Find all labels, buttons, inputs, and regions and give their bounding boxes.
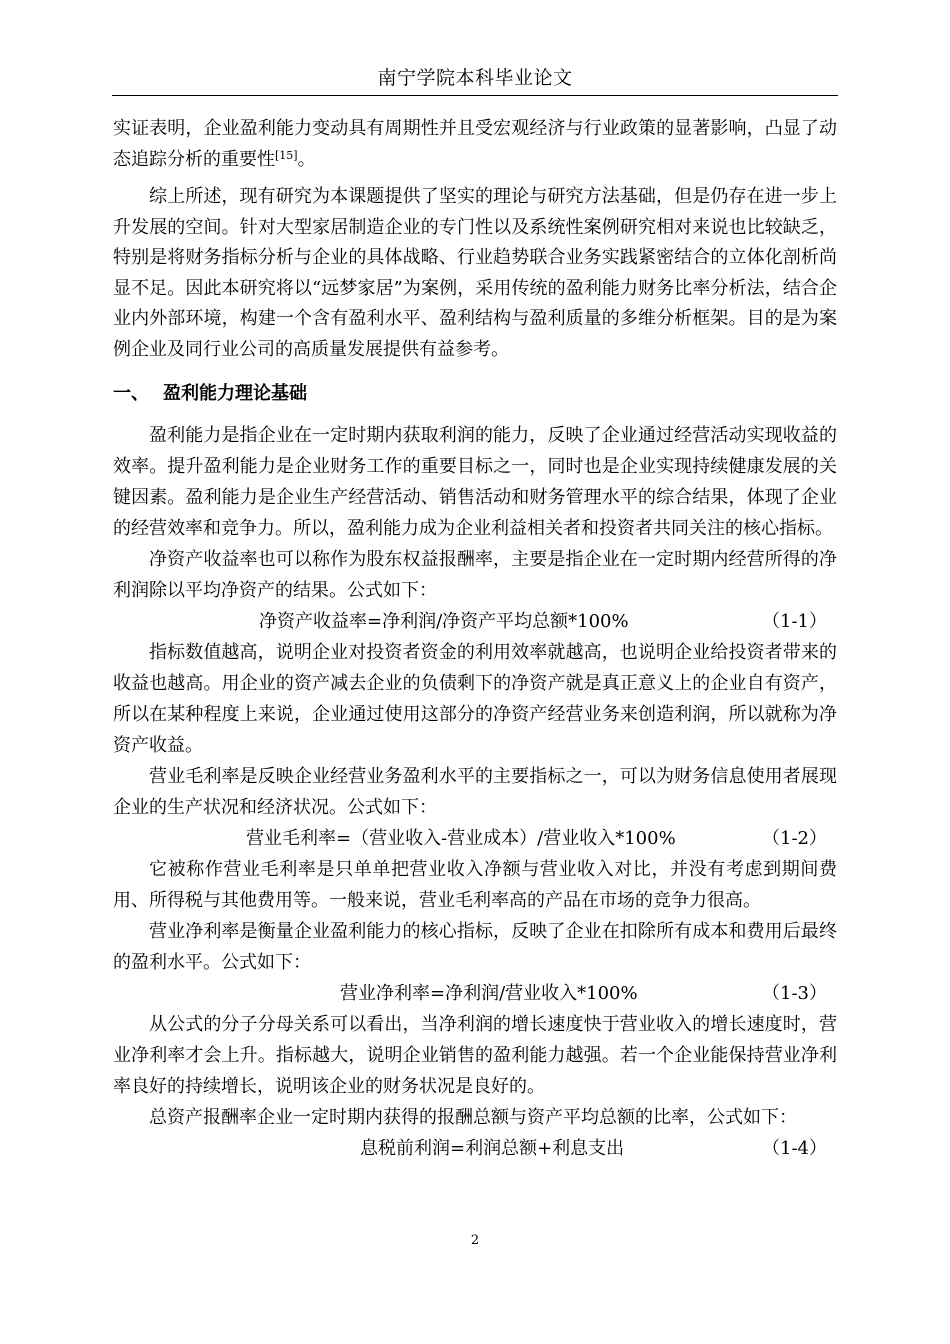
- formula-expression: 营业净利率=净利润/营业收入*100%: [340, 983, 638, 1004]
- citation-reference[interactable]: [15]: [275, 148, 298, 162]
- formula-row: [113, 978, 837, 1009]
- paragraph-end: 。: [297, 148, 316, 170]
- paragraph-roe-explanation: 指标数值越高，说明企业对投资者资金的利用效率就越高，也说明企业给投资者带来的收益也越高。用企业的资产减去企业的负债剩下的净资产就是真正意义上的企业自有资产，所以在某种程度上来说，企业通过使用这部分的净资产经营业务来创造利润，所以就称为净资产收益。: [113, 642, 837, 756]
- formula-row: [113, 823, 837, 854]
- page-body: [113, 114, 837, 1164]
- formula-number: （1-3）: [762, 983, 827, 1004]
- page-header-title: 南宁学院本科毕业论文: [377, 67, 573, 89]
- paragraph-roe-intro: 净资产收益率也可以称作为股东权益报酬率，主要是指企业在一定时期内经营所得的净利润除以平均净资产的结果。公式如下：: [113, 549, 837, 601]
- paragraph-gross-margin-explanation: 它被称作营业毛利率是只单单把营业收入净额与营业收入对比，并没有考虑到期间费用、所得税与其他费用等。一般来说，营业毛利率高的产品在市场的竞争力很高。: [113, 859, 837, 911]
- paragraph-net-margin-intro: 营业净利率是衡量企业盈利能力的核心指标，反映了企业在扣除所有成本和费用后最终的盈利水平。公式如下：: [113, 921, 837, 973]
- paragraph-text: 实证表明，企业盈利能力变动具有周期性并且受宏观经济与行业政策的显著影响，凸显了动态追踪分析的重要性: [113, 118, 837, 170]
- formula-row: [113, 606, 837, 637]
- section-number: 一、: [113, 383, 149, 404]
- page-number: 2: [470, 1233, 480, 1248]
- formula-expression: 息税前利润=利润总额+利息支出: [360, 1138, 625, 1159]
- section-heading: [113, 379, 837, 409]
- formula-row: [113, 1133, 837, 1164]
- formula-number: （1-4）: [762, 1138, 827, 1159]
- formula-expression: 净资产收益率=净利润/净资产平均总额*100%: [259, 611, 629, 632]
- section-title: 盈利能力理论基础: [163, 383, 307, 404]
- formula-expression: 营业毛利率=（营业收入-营业成本）/营业收入*100%: [246, 828, 676, 849]
- paragraph-net-margin-explanation: 从公式的分子分母关系可以看出，当净利润的增长速度快于营业收入的增长速度时，营业净利率才会上升。指标越大，说明企业销售的盈利能力越强。若一个企业能保持营业净利率良好的持续增长，说明该企业的财务状况是良好的。: [113, 1014, 837, 1097]
- paragraph-summary: 综上所述，现有研究为本课题提供了坚实的理论与研究方法基础，但是仍存在进一步上升发展的空间。针对大型家居制造企业的专门性以及系统性案例研究相对来说也比较缺乏，特别是将财务指标分析与企业的具体战略、行业趋势联合业务实践紧密结合的立体化剖析尚显不足。因此本研究将以“远梦家居”为案例，采用传统的盈利能力财务比率分析法，结合企业内外部环境，构建一个含有盈利水平、盈利结构与盈利质量的多维分析框架。目的是为案例企业及同行业公司的高质量发展提供有益参考。: [113, 186, 837, 360]
- paragraph-roa-intro: 总资产报酬率企业一定时期内获得的报酬总额与资产平均总额的比率，公式如下：: [149, 1107, 797, 1128]
- header-divider: [112, 95, 838, 96]
- formula-number: （1-2）: [762, 828, 827, 849]
- paragraph-profitability-definition: 盈利能力是指企业在一定时期内获取利润的能力，反映了企业通过经营活动实现收益的效率。提升盈利能力是企业财务工作的重要目标之一，同时也是企业实现持续健康发展的关键因素。盈利能力是企业生产经营活动、销售活动和财务管理水平的综合结果，体现了企业的经营效率和竞争力。所以，盈利能力成为企业利益相关者和投资者共同关注的核心指标。: [113, 425, 837, 539]
- paragraph-gross-margin-intro: 营业毛利率是反映企业经营业务盈利水平的主要指标之一，可以为财务信息使用者展现企业的生产状况和经济状况。公式如下：: [113, 766, 837, 818]
- paragraph-continuation: [113, 114, 837, 175]
- formula-number: （1-1）: [762, 611, 827, 632]
